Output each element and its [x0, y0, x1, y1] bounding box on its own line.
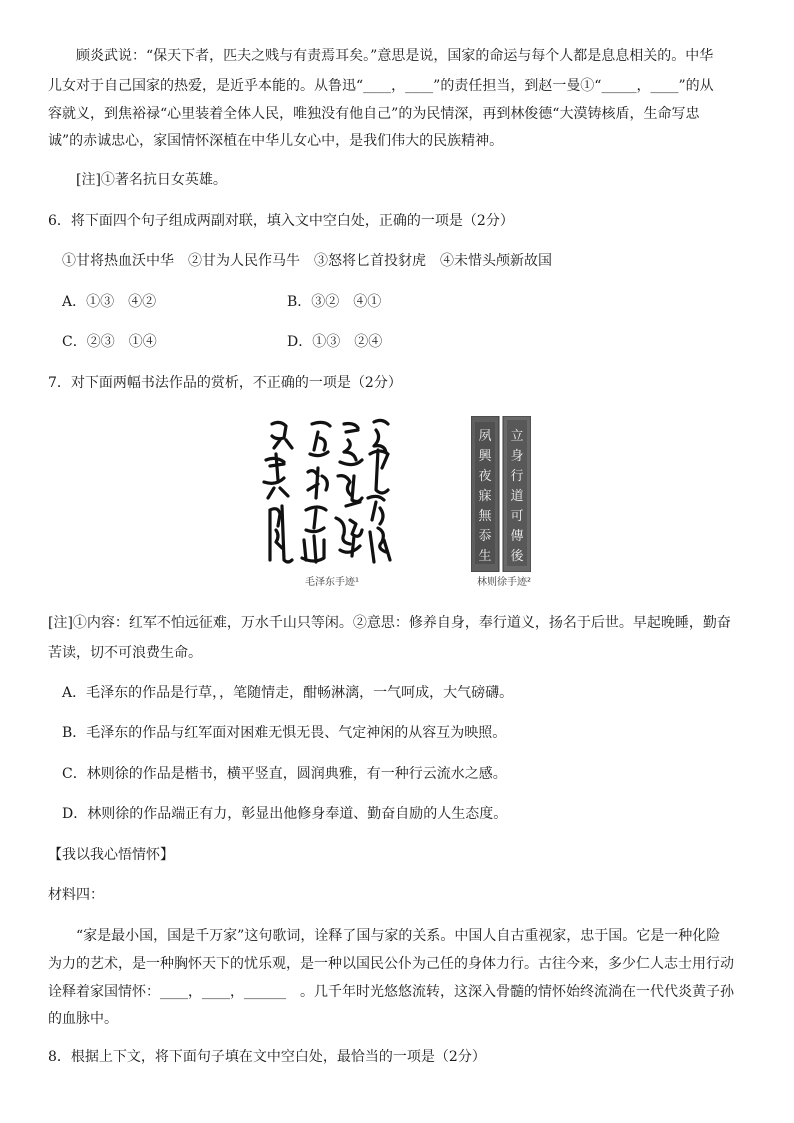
question-6-option-b: B．③② ④①	[287, 294, 382, 310]
question-7-stem: 7．对下面两幅书法作品的赏析，不正确的一项是（2分）	[48, 375, 402, 391]
question-7-note-line1: [注]①内容：红军不怕远征难，万水千山只等闲。②意思：修养自身，奉行道义，扬名于后世。早起晚睡，勤奋	[48, 615, 731, 631]
question-6-stem: 6．将下面四个句子组成两副对联，填入文中空白处，正确的一项是（2分）	[48, 213, 514, 229]
svg-text:身: 身	[510, 449, 524, 464]
material-label: 材料四：	[48, 887, 104, 903]
svg-text:傳: 傳	[510, 529, 524, 544]
question-7-option-b: B．毛泽东的作品与红军面对困难无惧无畏、气定神闲的从容互为映照。	[62, 725, 507, 741]
svg-text:夙: 夙	[478, 429, 492, 444]
question-6-option-c: C．②③ ①④	[62, 334, 157, 350]
svg-text:可: 可	[510, 509, 524, 524]
paragraph1-line4: 诚”的赤诚忠心，家国情怀深植在中华儿女心中，是我们伟大的民族精神。	[48, 133, 504, 149]
question-7-option-a: A．毛泽东的作品是行草，，笔随情走，酣畅淋漓，一气呵成，大气磅礴。	[62, 685, 514, 701]
paragraph1-line3: 容就义，到焦裕禄“心里装着全体人民，唯独没有他自己”的为民情深，再到林俊德“大漠铸核盾，生命写忠	[48, 106, 700, 122]
svg-text:興: 興	[478, 449, 492, 464]
question-8-stem: 8．根据上下文，将下面句子填在文中空白处，最恰当的一项是（2分）	[48, 1049, 486, 1065]
paragraph1-line1: 顾炎武说：“保天下者，匹夫之贱与有责焉耳矣。”意思是说，国家的命运与每个人都是息息相关的。中华	[76, 48, 714, 64]
question-7-option-d: D．林则徐的作品端正有力，彰显出他修身奉道、勤奋自励的人生态度。	[62, 806, 508, 822]
paragraph2-line2: 为力的艺术，是一种胸怀天下的忧乐观，是一种以国民公仆为己任的身体力行。古往今来，多少仁人志士用行动	[48, 956, 734, 972]
svg-text:寐: 寐	[478, 489, 492, 504]
question-7-option-c: C．林则徐的作品是楷书，横平竖直，圆润典雅，有一种行云流水之感。	[62, 766, 507, 782]
svg-text:道: 道	[510, 489, 524, 504]
paragraph1-line2: 儿女对于自己国家的热爱，是近乎本能的。从鲁迅“____，____”的责任担当，到赵一曼①“_____，____”的从	[48, 78, 714, 94]
question-6-option-d: D．①③ ②④	[287, 334, 383, 350]
mao-calligraphy-image	[256, 410, 396, 570]
svg-text:行: 行	[510, 469, 524, 484]
svg-text:忝: 忝	[478, 529, 492, 544]
section-title: 【我以我心悟情怀】	[48, 847, 174, 863]
svg-text:後: 後	[510, 549, 524, 564]
caption-mao: 毛泽东手迹¹	[305, 577, 360, 588]
question-6-sentences: ①甘将热血沃中华 ②甘为人民作马牛 ③怒将匕首投豺虎 ④未惜头颅新故国	[62, 253, 552, 269]
note-1: [注]①著名抗日女英雄。	[76, 172, 227, 188]
question-7-note-line2: 苦读，切不可浪费生命。	[48, 645, 202, 661]
paragraph2-line1: “家是最小国，国是千万家”这句歌词，诠释了国与家的关系。中国人自古重视家，忠于国。它是一种化险	[76, 928, 721, 944]
paragraph2-line4: 的血脉中。	[48, 1011, 118, 1027]
caption-lin: 林则徐手迹²	[477, 577, 532, 588]
svg-text:夜: 夜	[478, 469, 492, 484]
svg-text:生: 生	[478, 549, 492, 564]
lin-calligraphy-image	[471, 416, 531, 572]
paragraph2-line3: 诠释着家国情怀：____，____，______ 。几千年时光悠悠流转，这深入骨髓的情怀始终流淌在一代代炎黄子孙	[48, 984, 734, 1000]
svg-text:無: 無	[478, 509, 492, 524]
svg-text:立: 立	[510, 429, 524, 444]
question-6-option-a: A．①③ ④②	[62, 294, 157, 310]
